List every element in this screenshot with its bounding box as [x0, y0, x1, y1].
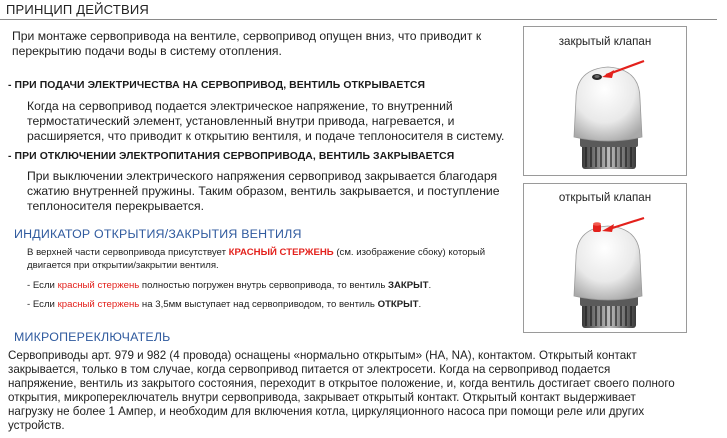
section-header: [0, 0, 727, 22]
state-open: ОТКРЫТ: [377, 299, 419, 310]
open-valve-panel: [523, 183, 687, 333]
bullet-end: .: [418, 299, 422, 310]
bullet-text: на 3,5мм выступает над сервоприводом, то вентиль: [139, 299, 378, 310]
indicator-title: ИНДИКАТОР ОТКРЫТИЯ/ЗАКРЫТИЯ ВЕНТИЛЯ: [14, 227, 302, 241]
red-rod-term: красный стержень: [57, 280, 140, 291]
intro-line-1: При монтаже сервопривода на вентиле, сервопривод опущен вниз, что приводит к: [12, 29, 482, 43]
bullet-end: .: [428, 280, 432, 291]
bullet-text: - Если: [27, 280, 58, 291]
power-off-line-3: теплоносителя перекрывается.: [27, 199, 204, 213]
power-off-heading: - ПРИ ОТКЛЮЧЕНИИ ЭЛЕКТРОПИТАНИЯ СЕРВОПРИВОДА, ВЕНТИЛЬ ЗАКРЫВАЕТСЯ: [8, 151, 455, 162]
microswitch-line-2: закрывается, только в том случае, когда сервопривод питается от электросети. Когда на сервопривод подается: [8, 363, 611, 376]
page-title: ПРИНЦИП ДЕЙСТВИЯ: [6, 2, 149, 17]
power-on-line-2: термостатический элемент, установленный внутри привода, нагревается, и: [27, 114, 455, 128]
closed-valve-caption: закрытый клапан: [558, 35, 652, 48]
power-off-line-1: При выключении электрического напряжения сервопривод закрывается благодаря: [27, 169, 498, 183]
indicator-bullet-closed: [27, 280, 431, 293]
microswitch-line-1: Сервоприводы арт. 979 и 982 (4 провода) оснащены «нормально открытым» (НА, NA), контактом. Открытый контакт: [8, 349, 637, 362]
open-valve-caption: открытый клапан: [558, 191, 652, 204]
power-off-line-2: сжатию внутренней пружины. Таким образом, вентиль закрывается, и поступление: [27, 184, 500, 198]
header-divider: [0, 19, 717, 20]
open-actuator-image: [524, 210, 686, 332]
bullet-text: полностью погружен внутрь сервопривода, то вентиль: [139, 280, 388, 291]
microswitch-line-3: напряжение, вентиль из закрытого состояния, переходит в открытое положение, и, когда вентиль достигает своего полного: [8, 377, 675, 390]
power-on-heading: - ПРИ ПОДАЧИ ЭЛЕКТРИЧЕСТВА НА СЕРВОПРИВОД, ВЕНТИЛЬ ОТКРЫВАЕТСЯ: [8, 80, 426, 91]
microswitch-line-6: устройств.: [8, 419, 65, 432]
state-closed: ЗАКРЫТ: [387, 280, 429, 291]
indicator-bullet-open: [27, 299, 421, 312]
bullet-text: - Если: [27, 299, 58, 310]
closed-actuator-image: [524, 55, 686, 175]
microswitch-line-5: нагрузку не более 1 Ампер, и необходим для включения котла, циркуляционного насоса при помощи реле или других: [8, 405, 645, 418]
power-on-line-1: Когда на сервопривод подается электрическое напряжение, то внутренний: [27, 99, 453, 113]
power-on-line-3: расширяется, что приводит к открытию вентиля, и подаче теплоносителя в систему.: [27, 129, 505, 143]
indicator-text: В верхней части сервопривода присутствует: [27, 247, 229, 258]
indicator-line-2: двигается при открытии/закрытии вентиля.: [27, 260, 219, 271]
intro-line-2: перекрытию подачи воды в систему отопления.: [12, 44, 282, 58]
indicator-text: (см. изображение сбоку) который: [333, 247, 486, 258]
red-rod-label: КРАСНЫЙ СТЕРЖЕНЬ: [228, 247, 334, 258]
microswitch-title: МИКРОПЕРЕКЛЮЧАТЕЛЬ: [14, 330, 171, 344]
indicator-line-1: [27, 247, 485, 260]
closed-valve-panel: [523, 26, 687, 176]
microswitch-line-4: открытия, микропереключатель внутри сервопривода, закрывает открытый контакт. Открытый контакт выдерживает: [8, 391, 636, 404]
red-rod-term: красный стержень: [57, 299, 140, 310]
